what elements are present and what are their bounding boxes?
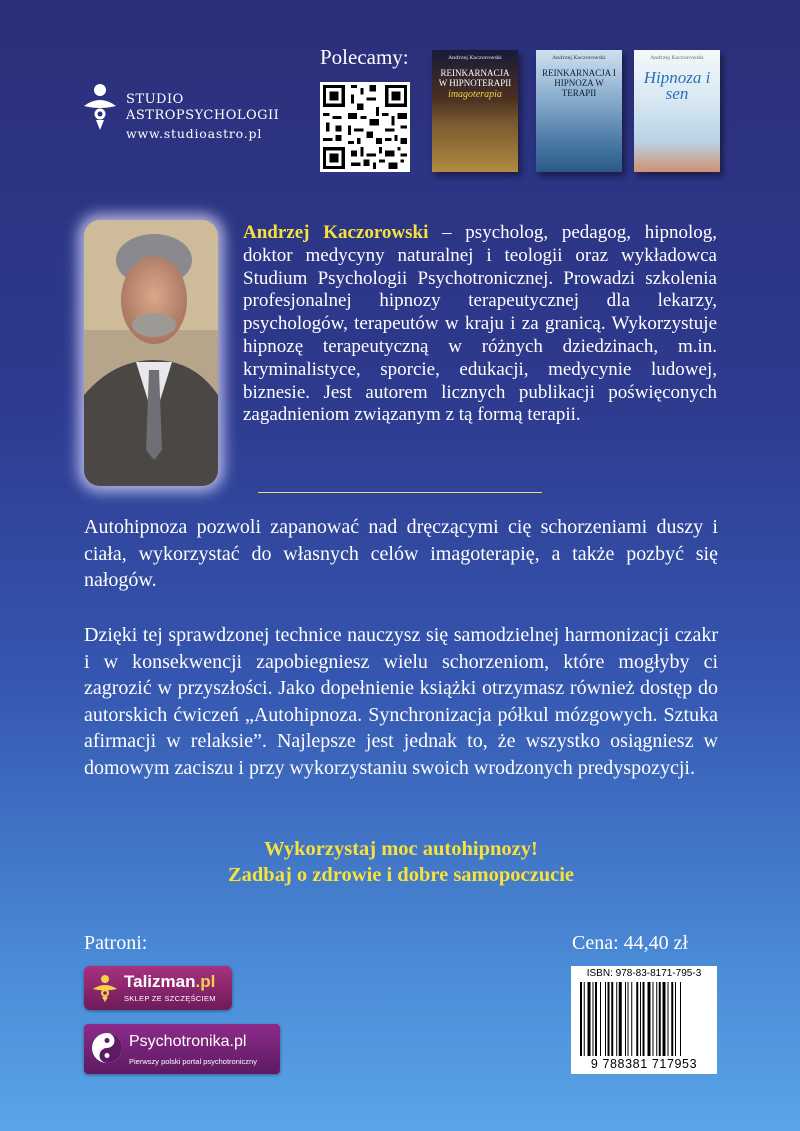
- description-paragraph-1: Autohipnoza pozwoli zapanować nad dręczącymi cię schorzeniami duszy i ciała, wykorzystać do własnych celów imagoterapię, a także pozbyć się nałogów.: [84, 516, 718, 591]
- book-title: REINKARNACJA I HIPNOZA W TERAPII: [542, 68, 616, 98]
- book-author: Andrzej Kaczorowski: [650, 55, 704, 61]
- publisher-name-line2: ASTROPSYCHOLOGII: [126, 108, 280, 123]
- publisher-url[interactable]: www.studioastro.pl: [126, 126, 263, 141]
- book-title: Hipnoza i sen: [643, 68, 711, 103]
- publisher-logo: [82, 78, 292, 141]
- slogan-line-2: Zadbaj o zdrowie i dobre samopoczucie: [227, 864, 575, 886]
- barcode-digits: 9 788381 717953: [590, 1057, 698, 1071]
- author-bio-text: – psycholog, pedagog, hipnolog, doktor medycyny naturalnej i teologii oraz wykładowca Studium Psychologii Psychotronicznej. Prowadzi szkolenia profesjonalnej hipnozy terapeutycznej dla lekarzy, psychologów, terapeutów w kraju i za granicą. Wykorzystuje hipnozę terapeutyczną w różnych dziedzinach, m.in. kryminalistyce, sporcie, edukacji, medycynie ludowej, biznesie. Jest autorem licznych publikacji poświęconych zagadnieniom związanym z tą formą terapii.: [243, 222, 717, 426]
- yin-yang-icon: [91, 1032, 123, 1064]
- talizman-name: Talizman.pl: [124, 972, 216, 991]
- divider: [258, 492, 542, 493]
- psychotronika-tagline: Pierwszy polski portal psychotroniczny: [129, 1057, 257, 1066]
- author-bio: [243, 222, 717, 427]
- author-name: Andrzej Kaczorowski: [243, 222, 429, 243]
- author-portrait-icon: [84, 220, 218, 486]
- book-author: Andrzej Kaczorowski: [552, 55, 606, 61]
- recommended-book-1[interactable]: [432, 50, 518, 172]
- author-photo: [84, 220, 218, 486]
- publisher-name-line1: STUDIO: [126, 92, 184, 107]
- publisher-emblem-icon: [82, 78, 118, 138]
- patrons-label: Patroni:: [84, 932, 148, 954]
- book-author: Andrzej Kaczorowski: [448, 55, 502, 61]
- recommended-book-2[interactable]: [536, 50, 622, 172]
- price: Cena: 44,40 zł: [572, 932, 689, 954]
- description-paragraph-2: Dzięki tej sprawdzonej technice nauczysz się samodzielnej harmonizacji czakr i w konsekwencji zapobiegniesz wielu schorzeniom, które mogłyby ci zagrozić w przyszłości. Jako dopełnienie książki otrzymasz również dostęp do autorskich ćwiczeń „Autohipnoza. Synchronizacja półkul mózgowych. Sztuka afirmacji w relaksie”. Najlepsze jest jednak to, że wszystko osiągniesz w domowym zaciszu i przy wykorzystaniu swoich wrodzonych predyspozycji.: [84, 624, 718, 779]
- psychotronika-name: Psychotronika.pl: [129, 1033, 247, 1050]
- book-title: REINKARNACJA W HIPNOTERAPII imagoterapia: [438, 68, 512, 100]
- talizman-tagline: SKLEP ZE SZCZĘŚCIEM: [124, 994, 216, 1003]
- recommend-label: Polecamy:: [320, 45, 409, 69]
- qr-code-icon[interactable]: [320, 82, 410, 172]
- slogan-line-1: Wykorzystaj moc autohipnozy!: [264, 838, 538, 860]
- barcode-icon: [579, 982, 709, 1058]
- talizman-logo[interactable]: [84, 966, 232, 1010]
- isbn-number: ISBN: 978-83-8171-795-3: [586, 968, 702, 979]
- psychotronika-logo[interactable]: [84, 1024, 280, 1074]
- isbn-barcode: [571, 966, 717, 1074]
- talizman-emblem-icon: [92, 974, 118, 1002]
- recommended-book-3[interactable]: [634, 50, 720, 172]
